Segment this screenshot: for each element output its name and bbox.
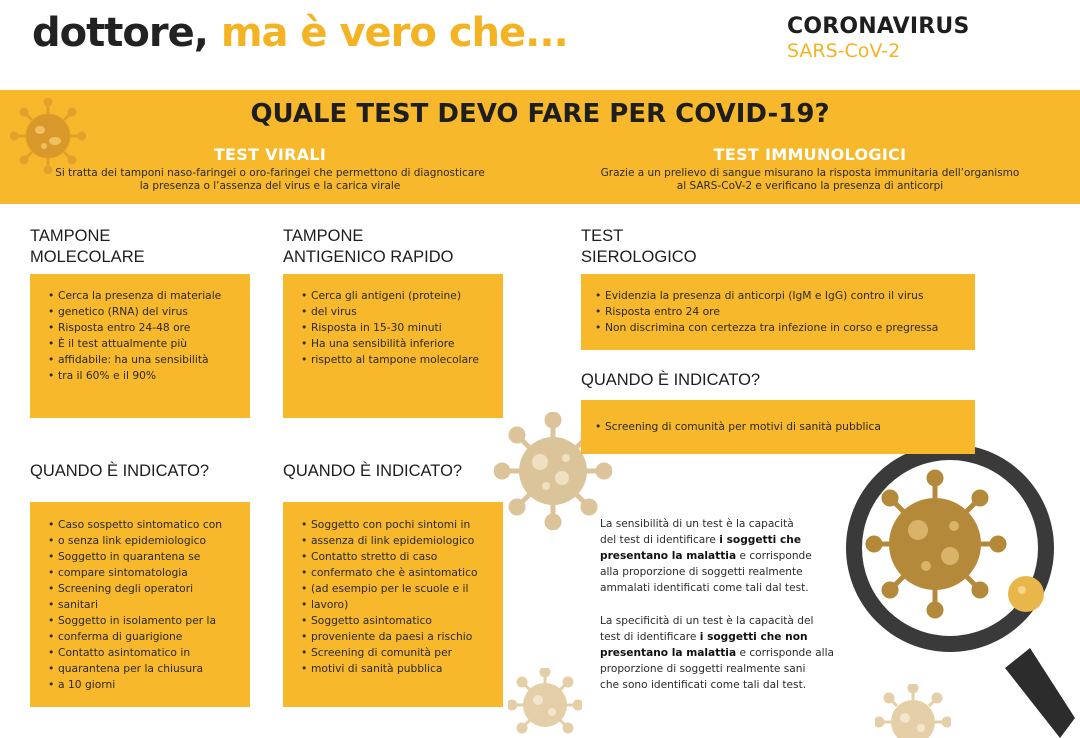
- molecolare-info-box: [30, 274, 250, 418]
- list-item: • tra il 60% e il 90%: [48, 368, 250, 384]
- antigenico-title-line-1: TAMPONE: [283, 227, 364, 245]
- list-item: • lavoro): [301, 597, 503, 613]
- virus-illustration-small-bottom: [508, 668, 582, 738]
- antigenico-when-title: QUANDO È INDICATO?: [283, 462, 463, 480]
- sierologico-title: [581, 226, 697, 268]
- paragraph-line: ammalati identificati come tali dal test.: [600, 582, 809, 594]
- antigenico-info-box: [283, 274, 503, 418]
- list-item: • Soggetto asintomatico: [301, 613, 503, 629]
- list-item: • genetico (RNA) del virus: [48, 304, 250, 320]
- specificity-paragraph: [600, 613, 840, 693]
- paragraph-line: [600, 532, 840, 548]
- sierologico-title-line-1: TEST: [581, 227, 624, 245]
- bold-text: presentano la malattia: [600, 647, 737, 659]
- text-span: test di identificare: [600, 631, 700, 643]
- list-item: • Cerca gli antigeni (proteine): [301, 288, 503, 304]
- bold-text: i soggetti che: [719, 534, 802, 546]
- immuno-desc-line-1: Grazie a un prelievo di sangue misurano la risposta immunitaria dell’organismo: [600, 167, 1020, 179]
- list-item: • Soggetto in isolamento per la: [48, 613, 250, 629]
- list-item: • assenza di link epidemiologico: [301, 533, 503, 549]
- list-item: • affidabile: ha una sensibilità: [48, 352, 250, 368]
- list-item: • del virus: [301, 304, 503, 320]
- title-dark-part: dottore,: [32, 10, 208, 56]
- paragraph-line: [600, 548, 840, 564]
- list-item: • Non discrimina con certezza tra infezione in corso e pregressa: [595, 320, 975, 336]
- list-item: • a 10 giorni: [48, 677, 250, 693]
- list-item: • conferma di guarigione: [48, 629, 250, 645]
- paragraph-line: [600, 629, 840, 645]
- brand-line-1: CORONAVIRUS: [787, 14, 970, 39]
- sierologico-title-line-2: SIEROLOGICO: [581, 248, 697, 266]
- paragraph-line: proporzione di soggetti realmente sani: [600, 663, 806, 675]
- list-item: • rispetto al tampone molecolare: [301, 352, 503, 368]
- banner-question: QUALE TEST DEVO FARE PER COVID-19?: [250, 99, 830, 129]
- list-item: • Risposta entro 24 ore: [595, 304, 975, 320]
- list-item: • o senza link epidemiologico: [48, 533, 250, 549]
- antigenico-when-box: [283, 502, 503, 707]
- sierologico-info-box: [581, 274, 975, 350]
- list-item: • confermato che è asintomatico: [301, 565, 503, 581]
- molecolare-title-line-1: TAMPONE: [30, 227, 111, 245]
- paragraph-line: La specificità di un test è la capacità del: [600, 615, 814, 627]
- bold-text: presentano la malattia: [600, 550, 737, 562]
- brand-line-2: SARS-CoV-2: [787, 40, 901, 62]
- list-item: • Soggetto in quarantena se: [48, 549, 250, 565]
- list-item: • È il test attualmente più: [48, 336, 250, 352]
- list-item: • Screening di comunità per motivi di sanità pubblica: [595, 419, 975, 435]
- list-item: • sanitari: [48, 597, 250, 613]
- list-item: • proveniente da paesi a rischio: [301, 629, 503, 645]
- list-item: • motivi di sanità pubblica: [301, 661, 503, 677]
- viral-desc-line-1: Si tratta dei tamponi naso-faringei o oro-faringei che permettono di diagnosticare: [55, 167, 485, 179]
- list-item: • Screening di comunità per: [301, 645, 503, 661]
- list-item: • Evidenzia la presenza di anticorpi (IgM e IgG) contro il virus: [595, 288, 975, 304]
- molecolare-when-box: [30, 502, 250, 707]
- list-item: • (ad esempio per le scuole e il: [301, 581, 503, 597]
- list-item: • Contatto stretto di caso: [301, 549, 503, 565]
- sierologico-when-title: QUANDO È INDICATO?: [581, 371, 761, 389]
- list-item: • quarantena per la chiusura: [48, 661, 250, 677]
- title-accent-part: ma è vero che...: [220, 10, 568, 56]
- molecolare-when-title: QUANDO È INDICATO?: [30, 462, 210, 480]
- viral-heading: TEST VIRALI: [213, 145, 327, 164]
- molecolare-title: [30, 226, 145, 268]
- list-item: • Risposta entro 24-48 ore: [48, 320, 250, 336]
- list-item: • Contatto asintomatico in: [48, 645, 250, 661]
- text-span: e corrisponde alla: [736, 647, 835, 659]
- text-span: del test di identificare: [600, 534, 720, 546]
- list-item: • Caso sospetto sintomatico con: [48, 517, 250, 533]
- paragraph-line: [600, 645, 840, 661]
- page-title: [32, 10, 568, 56]
- list-item: • Soggetto con pochi sintomi in: [301, 517, 503, 533]
- list-item: • Risposta in 15-30 minuti: [301, 320, 503, 336]
- bold-text: i soggetti che non: [699, 631, 808, 643]
- paragraph-line: La sensibilità di un test è la capacità: [600, 518, 794, 530]
- sierologico-when-box: [581, 400, 975, 454]
- immuno-desc-line-2: al SARS-CoV-2 e verificano la presenza di anticorpi: [676, 180, 944, 192]
- text-span: e corrisponde: [736, 550, 812, 562]
- paragraph-line: alla proporzione di soggetti realmente: [600, 566, 803, 578]
- viral-desc-line-2: la presenza o l’assenza del virus e la carica virale: [139, 180, 401, 192]
- magnifying-glass-icon: [830, 438, 1080, 738]
- list-item: • Screening degli operatori: [48, 581, 250, 597]
- list-item: • compare sintomatologia: [48, 565, 250, 581]
- paragraph-line: che sono identificati come tali dal test.: [600, 679, 807, 691]
- immuno-heading: TEST IMMUNOLOGICI: [713, 145, 907, 164]
- molecolare-title-line-2: MOLECOLARE: [30, 248, 145, 266]
- sensitivity-paragraph: [600, 516, 840, 596]
- antigenico-title-line-2: ANTIGENICO RAPIDO: [283, 248, 454, 266]
- list-item: • Ha una sensibilità inferiore: [301, 336, 503, 352]
- antigenico-title: [283, 226, 454, 268]
- list-item: • Cerca la presenza di materiale: [48, 288, 250, 304]
